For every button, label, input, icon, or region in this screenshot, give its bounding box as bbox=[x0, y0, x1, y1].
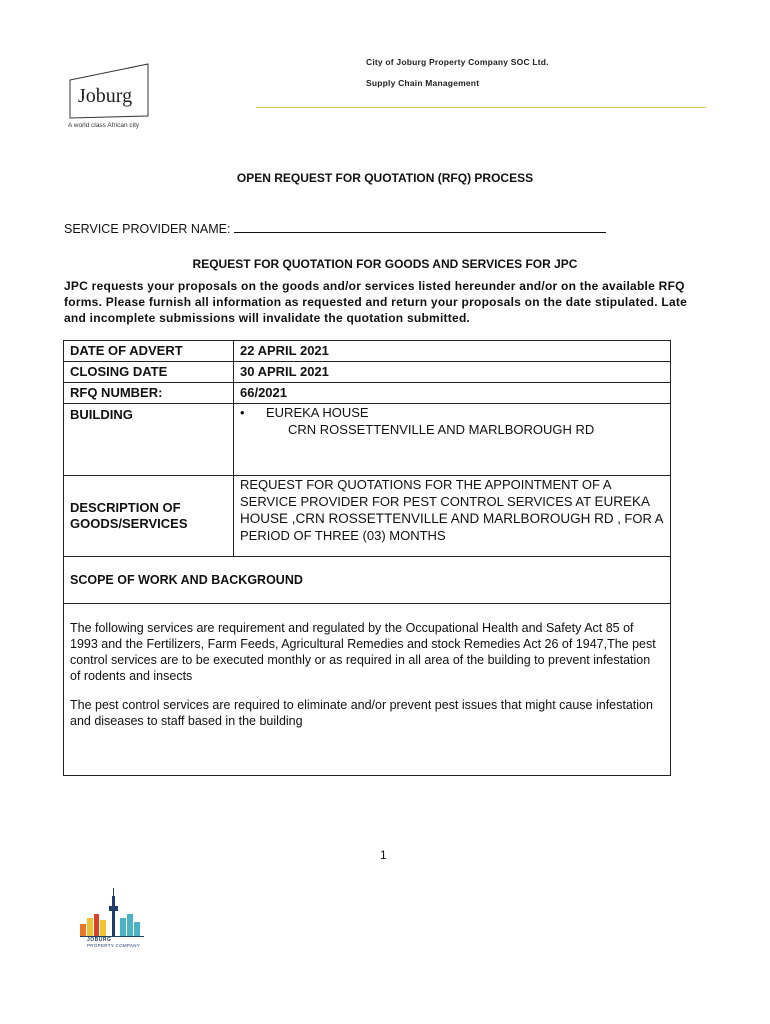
table-row bbox=[64, 557, 671, 604]
rfq-number-value: 66/2021 bbox=[234, 383, 671, 404]
scope-heading: SCOPE OF WORK AND BACKGROUND bbox=[64, 557, 671, 604]
service-provider-label: SERVICE PROVIDER NAME: bbox=[64, 222, 231, 236]
joburg-logo-icon bbox=[64, 62, 160, 124]
closing-date-value: 30 APRIL 2021 bbox=[234, 362, 671, 383]
table-row bbox=[64, 404, 671, 476]
bullet-icon: • bbox=[240, 405, 245, 420]
date-of-advert-value: 22 APRIL 2021 bbox=[234, 341, 671, 362]
department-name: Supply Chain Management bbox=[366, 78, 480, 88]
document-subtitle: REQUEST FOR QUOTATION FOR GOODS AND SERVICES FOR JPC bbox=[192, 257, 578, 271]
header-divider bbox=[256, 107, 706, 108]
logo-wordmark: Joburg bbox=[78, 85, 133, 107]
document-title: OPEN REQUEST FOR QUOTATION (RFQ) PROCESS bbox=[236, 171, 534, 185]
table-row bbox=[64, 383, 671, 404]
table-row bbox=[64, 604, 671, 776]
table-row bbox=[64, 476, 671, 557]
description-value bbox=[234, 476, 671, 557]
description-text-3: , FOR A PERIOD OF THREE (03) MONTHS bbox=[240, 511, 663, 543]
service-provider-field bbox=[64, 222, 606, 236]
service-provider-blank-line[interactable] bbox=[234, 222, 606, 233]
building-name: EUREKA HOUSE bbox=[266, 405, 369, 420]
rfq-details-table bbox=[63, 340, 671, 776]
closing-date-label: CLOSING DATE bbox=[64, 362, 234, 383]
logo-tagline: A world class African city bbox=[68, 122, 140, 129]
scope-body bbox=[64, 604, 671, 776]
scope-paragraph-1: The following services are requirement and regulated by the Occupational Health and Safety Act 85 of 1993 and the Fertilizers, Farm Feeds, Agricultural Remedies and stock Remedies Act 26 of 1947,The pest control services are to be executed monthly or as required in all area of the building to prevent infestation of rodents and insects bbox=[70, 621, 656, 683]
building-value bbox=[234, 404, 671, 476]
description-label bbox=[64, 476, 234, 557]
description-label-line-1: DESCRIPTION OF bbox=[70, 500, 181, 515]
date-of-advert-label: DATE OF ADVERT bbox=[64, 341, 234, 362]
page-number: 1 bbox=[380, 848, 387, 862]
footer-brand-line-1: JOBURG bbox=[87, 937, 112, 943]
building-label: BUILDING bbox=[64, 404, 234, 476]
scope-paragraph-2: The pest control services are required to eliminate and/or prevent pest issues that might cause infestation and diseases to staff based in the building bbox=[70, 698, 653, 728]
description-text-2: EUREKA HOUSE ,CRN ROSSETTENVILLE AND MARLBOROUGH RD bbox=[240, 494, 650, 526]
rfq-number-label: RFQ NUMBER: bbox=[64, 383, 234, 404]
skyline-icon bbox=[78, 888, 150, 938]
footer-brand-line-2: PROPERTY COMPANY bbox=[87, 943, 141, 948]
building-address: CRN ROSSETTENVILLE AND MARLBOROUGH RD bbox=[288, 422, 595, 437]
intro-paragraph: JPC requests your proposals on the goods and/or services listed hereunder and/or on the available RFQ forms. Please furnish all information as requested and return your proposals on the date stipulated. Late and incomplete submissions will invalidate the quotation submitted. bbox=[64, 279, 688, 325]
table-row bbox=[64, 341, 671, 362]
table-row bbox=[64, 362, 671, 383]
company-name: City of Joburg Property Company SOC Ltd. bbox=[366, 57, 549, 67]
description-text-1: REQUEST FOR QUOTATIONS FOR THE APPOINTMENT OF A SERVICE PROVIDER FOR PEST CONTROL SERVICES AT bbox=[240, 477, 611, 509]
description-label-line-2: GOODS/SERVICES bbox=[70, 516, 188, 531]
